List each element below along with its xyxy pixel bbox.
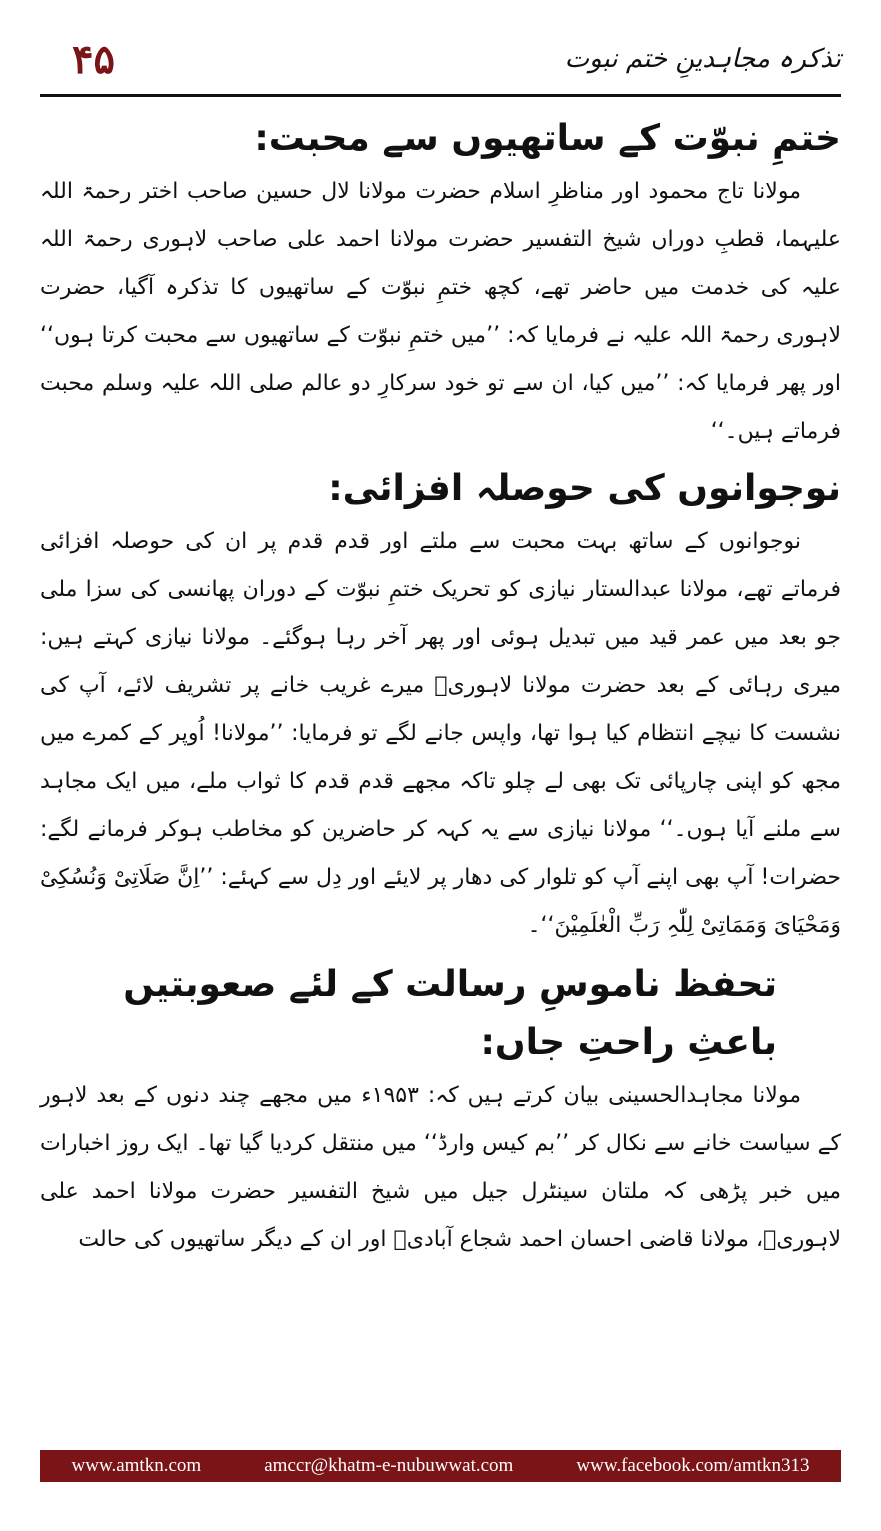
footer-email-link[interactable]: amccr@khatm-e-nubuwwat.com <box>264 1455 514 1476</box>
footer-facebook-link[interactable]: www.facebook.com/amtkn313 <box>576 1455 810 1476</box>
footer-website-link[interactable]: www.amtkn.com <box>71 1455 202 1476</box>
section-heading: ختمِ نبوّت کے ساتھیوں سے محبت: <box>254 118 841 159</box>
section-paragraph: مولانا مجاہدالحسینی بیان کرتے ہیں کہ: ۱۹۵۳ء میں مجھے چند دنوں کے بعد لاہور کے سیاست خانے سے نکال کر ’’بم کیس وارڈ‘‘ میں منتقل کردیا گیا تھا۔ ایک روز اخبارات میں خبر پڑھی کہ ملتان سینٹرل جیل میں شیخ التفسیر حضرت مولانا احمد علی لاہوریؒ، مولانا قاضی احسان احمد شجاع آبادیؒ اور ان کے دیگر ساتھیوں کی حالت <box>40 1083 841 1252</box>
page-number: ۴۵ <box>72 36 115 83</box>
section-paragraph: مولانا تاج محمود اور مناظرِ اسلام حضرت مولانا لال حسین صاحب اختر رحمۃ اللہ علیہما، قطبِ دوراں شیخ التفسیر حضرت مولانا احمد علی صاحب لاہوری رحمۃ اللہ علیہ کی خدمت میں حاضر تھے، کچھ ختمِ نبوّت کے ساتھیوں کا تذکرہ آگیا، حضرت لاہوری رحمۃ اللہ علیہ نے فرمایا کہ: ’’میں ختمِ نبوّت کے ساتھیوں سے محبت کرتا ہوں‘‘ اور پھر فرمایا کہ: ’’میں کیا، ان سے تو خود سرکارِ دو عالم صلی اللہ علیہ وسلم محبت فرماتے ہیں۔‘‘ <box>40 179 841 444</box>
page-header <box>40 30 841 96</box>
book-title: تذکرہ مجاہدینِ ختم نبوت <box>564 44 841 74</box>
section-heading: تحفظ ناموسِ رسالت کے لئے صعوبتیں باعثِ راحتِ جاں: <box>123 964 777 1063</box>
section-heading: نوجوانوں کی حوصلہ افزائی: <box>328 468 841 509</box>
page-content <box>40 106 841 1264</box>
header-divider <box>40 94 841 97</box>
footer-bar <box>40 1450 841 1482</box>
section-paragraph: نوجوانوں کے ساتھ بہت محبت سے ملتے اور قدم قدم پر ان کی حوصلہ افزائی فرماتے تھے، مولانا عبدالستار نیازی کو تحریک ختمِ نبوّت کے دوران پھانسی کی سزا ملی جو بعد میں عمر قید میں تبدیل ہوئی اور پھر آخر رہا ہوگئے۔ مولانا نیازی کہتے ہیں: میری رہائی کے بعد حضرت مولانا لاہوریؒ میرے غریب خانے پر تشریف لائے، آپ کی نشست کا نیچے انتظام کیا ہوا تھا، واپس جانے لگے تو فرمایا: ’’مولانا! اُوپر کے کمرے میں مجھ کو اپنی چارپائی تک بھی لے چلو تاکہ مجھے قدم قدم کا ثواب ملے، میں ایک مجاہد سے ملنے آیا ہوں۔‘‘ مولانا نیازی سے یہ کہہ کر حاضرین کو مخاطب ہوکر فرمانے لگے: حضرات! آپ بھی اپنے آپ کو تلوار کی دھار پر لایئے اور دِل سے کہئے: ’’اِنَّ صَلَاتِیْ وَنُسُکِیْ وَمَحْیَایَ وَمَمَاتِیْ لِلّٰہِ رَبِّ الْعٰلَمِیْنَ‘‘۔ <box>40 529 841 938</box>
